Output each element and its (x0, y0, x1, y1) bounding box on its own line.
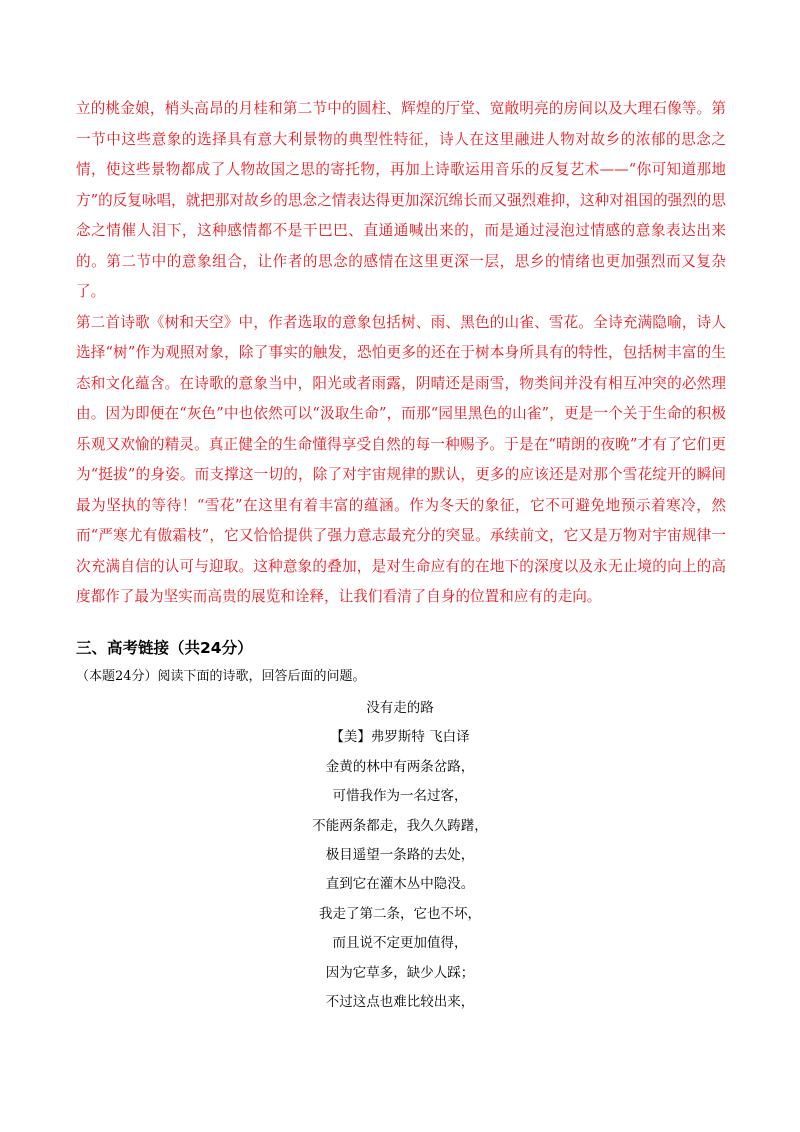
poem-line: 因为它草多，缺少人踩； (325, 964, 475, 981)
poem-line: 不过这点也难比较出来， (325, 994, 475, 1011)
question-prompt: （本题24分）阅读下面的诗歌，回答后面的问题。 (76, 669, 366, 684)
poem-line: 我走了第二条，它也不坏， (319, 905, 481, 922)
poem-line: 可惜我作为一名过客， (332, 788, 468, 805)
poem-title: 没有走的路 (366, 700, 434, 716)
answer-analysis (76, 94, 726, 613)
analysis-paragraph-2: 第二首诗歌《树和天空》中，作者选取的意象包括树、雨、黑色的山雀、雪花。全诗充满隐喻，诗人选择“树”作为观照对象，除了事实的触发，恐怕更多的还在于树本身所具有的特性，包括树丰富的生态和文化蕴含。在诗歌的意象当中，阳光或者雨露，阴晴还是雨雪，物类间并没有相互冲突的必然理由。因为即便在“灰色”中也依然可以“汲取生命”，而那“园里黑色的山雀”，更是一个关于生命的积极乐观又欢愉的精灵。真正健全的生命懂得享受自然的每一种赐予。于是在“晴朗的夜晚”才有了它们更为“挺拔”的身姿。而支撑这一切的，除了对宇宙规律的默认，更多的应该还是对那个雪花绽开的瞬间最为坚执的等待！“雪花”在这里有着丰富的蕴涵。作为冬天的象征，它不可避免地预示着寒冷，然而“严寒尤有傲霜枝”，它又恰恰提供了强力意志最充分的突显。承续前文，它又是万物对宇宙规律一次充满自信的认可与迎取。这种意象的叠加，是对生命应有的在地下的深度以及永无止境的向上的高度都作了最为坚实而高贵的展览和诠释，让我们看清了自身的位置和应有的走向。 (76, 313, 726, 605)
analysis-paragraph-1: 立的桃金娘，梢头高昂的月桂和第二节中的圆柱、辉煌的厅堂、宽敞明亮的房间以及大理石像等。第一节中这些意象的选择具有意大利景物的典型性特征，诗人在这里融进人物对故乡的浓郁的思念之情，使这些景物都成了人物故国之思的寄托物，再加上诗歌运用音乐的反复艺术——“你可知道那地方”的反复咏唱，就把那对故乡的思念之情表达得更加深沉绵长而又强烈难抑，这种对祖国的强烈的思念之情催人泪下，这种感情都不是干巴巴、直通通喊出来的，而是通过浸泡过情感的意象表达出来的。第二节中的意象组合，让作者的思念的感情在这里更深一层，思乡的情绪也更加强烈而又复杂了。 (76, 100, 726, 300)
poem-line: 直到它在灌木丛中隐没。 (325, 876, 475, 893)
poem-line: 不能两条都走，我久久踌躇， (312, 817, 488, 834)
poem-line: 金黄的林中有两条岔路， (325, 758, 475, 775)
poem-author: 【美】弗罗斯特 飞白译 (330, 729, 470, 746)
poem-line: 而且说不定更加值得， (332, 935, 468, 952)
poem-line: 极目遥望一条路的去处， (325, 847, 475, 864)
section-title: 三、高考链接（共24分） (76, 639, 253, 657)
poem (200, 694, 600, 1017)
